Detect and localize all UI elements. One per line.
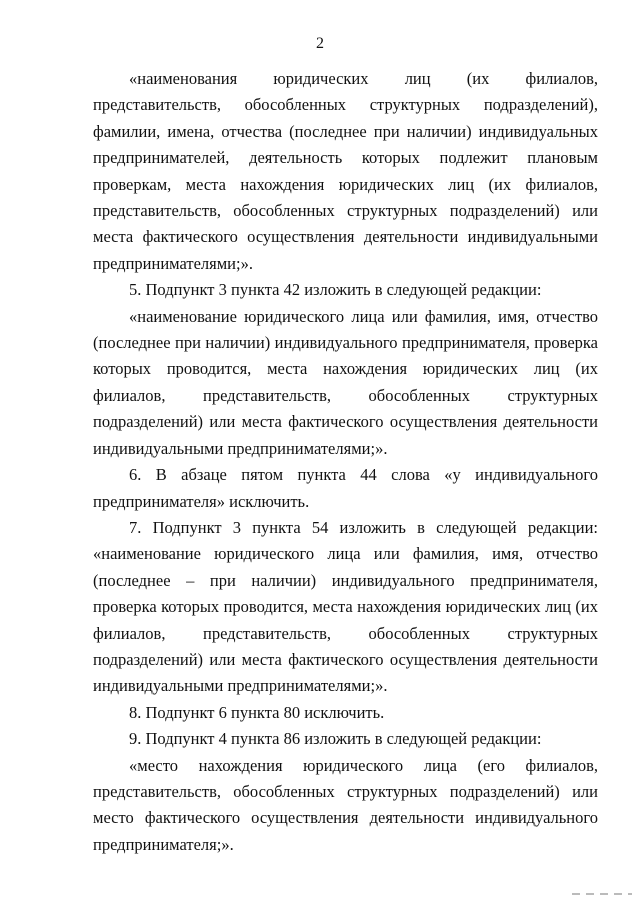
paragraph-1: «наименования юридических лиц (их филиалов, представительств, обособленных структурных подразделений), фамилии, имена, отчества (последнее при наличии) индивидуальных предпринимателей, деятельность которых подлежит плановым проверкам, места нахождения юридических лиц (их филиалов, представительств, обособленных структурных подразделений) или места фактического осуществления деятельности индивидуальными предпринимателями;». bbox=[93, 69, 598, 273]
paragraph-7: 9. Подпункт 4 пункта 86 изложить в следующей редакции: bbox=[129, 729, 542, 749]
paragraph-2: 5. Подпункт 3 пункта 42 изложить в следующей редакции: bbox=[129, 280, 542, 300]
scan-artifact-mark bbox=[572, 893, 632, 895]
paragraph-5: 7. Подпункт 3 пункта 54 изложить в следующей редакции: «наименование юридического лица или фамилия, имя, отчество (последнее – при наличии) индивидуального предпринимателя, проверка которых проводится, места нахождения юридических лиц (их филиалов, представительств, обособленных структурных подразделений) или места фактического осуществления деятельности индивидуальными предпринимателями;». bbox=[93, 517, 598, 696]
paragraph-8: «место нахождения юридического лица (его филиалов, представительств, обособленных структурных подразделений) или место фактического осуществления деятельности индивидуального предпринимателя;». bbox=[93, 755, 598, 854]
paragraph-4: 6. В абзаце пятом пункта 44 слова «у индивидуального предпринимателя» исключить. bbox=[93, 465, 598, 511]
paragraph-6: 8. Подпункт 6 пункта 80 исключить. bbox=[129, 702, 385, 722]
document-body bbox=[93, 66, 598, 858]
page-number: 2 bbox=[316, 35, 324, 52]
paragraph-3: «наименование юридического лица или фамилия, имя, отчество (последнее при наличии) индивидуального предпринимателя, проверка которых проводится, места нахождения юридических лиц (их филиалов, представительств, обособленных структурных подразделений) или места фактического осуществления деятельности индивидуальными предпринимателями;». bbox=[93, 306, 598, 458]
